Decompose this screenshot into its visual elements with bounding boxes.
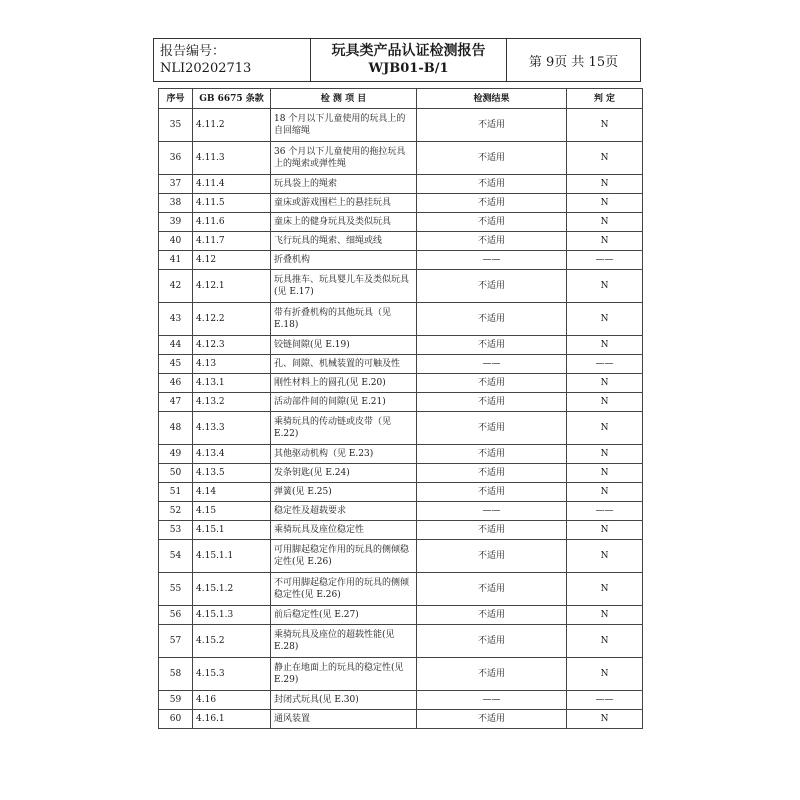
- row-item: 童床或游戏围栏上的悬挂玩具: [271, 194, 417, 213]
- row-clause: 4.13.4: [193, 445, 271, 464]
- row-number: 49: [159, 445, 193, 464]
- table-row: [159, 658, 643, 691]
- row-result: 不适用: [417, 710, 567, 729]
- row-number: 58: [159, 658, 193, 691]
- row-clause: 4.15.1: [193, 521, 271, 540]
- row-result: 不适用: [417, 142, 567, 175]
- row-clause: 4.15.2: [193, 625, 271, 658]
- row-result: 不适用: [417, 194, 567, 213]
- row-item: 其他驱动机构（见 E.23): [271, 445, 417, 464]
- row-clause: 4.13.1: [193, 374, 271, 393]
- table-row: [159, 412, 643, 445]
- row-number: 39: [159, 213, 193, 232]
- row-number: 46: [159, 374, 193, 393]
- row-clause: 4.11.7: [193, 232, 271, 251]
- row-judgement: ——: [567, 355, 643, 374]
- row-item: 折叠机构: [271, 251, 417, 270]
- row-item: 玩具袋上的绳索: [271, 175, 417, 194]
- row-number: 50: [159, 464, 193, 483]
- row-judgement: ——: [567, 691, 643, 710]
- table-row: [159, 502, 643, 521]
- row-result: 不适用: [417, 658, 567, 691]
- row-item: 封闭式玩具(见 E.30): [271, 691, 417, 710]
- row-item: 通风装置: [271, 710, 417, 729]
- row-judgement: N: [567, 445, 643, 464]
- row-judgement: ——: [567, 251, 643, 270]
- row-clause: 4.13.3: [193, 412, 271, 445]
- column-header-item: 检 测 项 目: [271, 89, 417, 109]
- row-clause: 4.15: [193, 502, 271, 521]
- table-row: [159, 606, 643, 625]
- row-result: 不适用: [417, 483, 567, 502]
- row-clause: 4.13.5: [193, 464, 271, 483]
- row-result: 不适用: [417, 606, 567, 625]
- row-judgement: N: [567, 175, 643, 194]
- row-clause: 4.12.2: [193, 303, 271, 336]
- report-number-block: [154, 39, 311, 81]
- row-item: 孔、间隙、机械装置的可触及性: [271, 355, 417, 374]
- row-judgement: N: [567, 573, 643, 606]
- report-title: 玩具类产品认证检测报告: [331, 43, 486, 59]
- row-item: 不可用脚起稳定作用的玩具的侧倾稳定性(见 E.26): [271, 573, 417, 606]
- row-number: 40: [159, 232, 193, 251]
- row-judgement: N: [567, 374, 643, 393]
- row-clause: 4.15.1.1: [193, 540, 271, 573]
- row-number: 36: [159, 142, 193, 175]
- table-row: [159, 573, 643, 606]
- row-item: 飞行玩具的绳索、细绳或线: [271, 232, 417, 251]
- row-result: 不适用: [417, 393, 567, 412]
- table-row: [159, 194, 643, 213]
- row-item: 刚性材料上的圆孔(见 E.20): [271, 374, 417, 393]
- table-row: [159, 232, 643, 251]
- row-item: 乘骑玩具的传动链或皮带（见 E.22): [271, 412, 417, 445]
- row-item: 乘骑玩具及座位的超载性能(见 E.28): [271, 625, 417, 658]
- row-number: 41: [159, 251, 193, 270]
- row-judgement: N: [567, 412, 643, 445]
- row-clause: 4.12.1: [193, 270, 271, 303]
- row-result: ——: [417, 502, 567, 521]
- row-number: 52: [159, 502, 193, 521]
- row-judgement: N: [567, 194, 643, 213]
- row-result: 不适用: [417, 521, 567, 540]
- table-row: [159, 374, 643, 393]
- row-judgement: N: [567, 393, 643, 412]
- row-clause: 4.15.3: [193, 658, 271, 691]
- row-result: 不适用: [417, 625, 567, 658]
- column-header-result: 检测结果: [417, 89, 567, 109]
- row-judgement: N: [567, 270, 643, 303]
- row-number: 42: [159, 270, 193, 303]
- row-result: 不适用: [417, 573, 567, 606]
- table-header-row: [159, 89, 643, 109]
- row-result: 不适用: [417, 232, 567, 251]
- table-row: [159, 213, 643, 232]
- row-judgement: N: [567, 540, 643, 573]
- row-item: 可用脚起稳定作用的玩具的侧倾稳定性(见 E.26): [271, 540, 417, 573]
- row-result: 不适用: [417, 336, 567, 355]
- row-judgement: N: [567, 658, 643, 691]
- row-judgement: N: [567, 625, 643, 658]
- row-number: 44: [159, 336, 193, 355]
- page-info: 第 9页 共 15页: [528, 54, 619, 70]
- row-clause: 4.13.2: [193, 393, 271, 412]
- row-item: 带有折叠机构的其他玩具（见 E.18): [271, 303, 417, 336]
- row-result: 不适用: [417, 412, 567, 445]
- row-item: 玩具推车、玩具婴儿车及类似玩具(见 E.17): [271, 270, 417, 303]
- row-result: 不适用: [417, 109, 567, 142]
- row-item: 弹簧(见 E.25): [271, 483, 417, 502]
- table-body: [159, 109, 643, 729]
- table-row: [159, 393, 643, 412]
- row-judgement: ——: [567, 502, 643, 521]
- table-row: [159, 336, 643, 355]
- row-number: 53: [159, 521, 193, 540]
- table-row: [159, 483, 643, 502]
- row-number: 45: [159, 355, 193, 374]
- row-result: 不适用: [417, 303, 567, 336]
- table-row: [159, 521, 643, 540]
- table-row: [159, 175, 643, 194]
- row-number: 57: [159, 625, 193, 658]
- row-result: 不适用: [417, 213, 567, 232]
- table-row: [159, 142, 643, 175]
- table-row: [159, 691, 643, 710]
- row-result: 不适用: [417, 374, 567, 393]
- row-clause: 4.16: [193, 691, 271, 710]
- table-row: [159, 251, 643, 270]
- row-number: 51: [159, 483, 193, 502]
- row-item: 静止在地面上的玩具的稳定性(见 E.29): [271, 658, 417, 691]
- report-header: [153, 38, 641, 82]
- table-row: [159, 355, 643, 374]
- row-judgement: N: [567, 606, 643, 625]
- row-result: 不适用: [417, 540, 567, 573]
- row-result: 不适用: [417, 270, 567, 303]
- table-row: [159, 109, 643, 142]
- row-clause: 4.15.1.3: [193, 606, 271, 625]
- row-number: 56: [159, 606, 193, 625]
- row-judgement: N: [567, 710, 643, 729]
- row-clause: 4.16.1: [193, 710, 271, 729]
- column-header-clause: GB 6675 条款: [193, 89, 271, 109]
- inspection-table: [158, 88, 643, 729]
- row-item: 发条钥匙(见 E.24): [271, 464, 417, 483]
- row-judgement: N: [567, 232, 643, 251]
- report-number-label: 报告编号：: [160, 44, 226, 59]
- row-number: 48: [159, 412, 193, 445]
- row-result: ——: [417, 251, 567, 270]
- row-clause: 4.11.2: [193, 109, 271, 142]
- row-judgement: N: [567, 142, 643, 175]
- table-row: [159, 464, 643, 483]
- row-judgement: N: [567, 464, 643, 483]
- row-item: 稳定性及超载要求: [271, 502, 417, 521]
- row-judgement: N: [567, 483, 643, 502]
- row-clause: 4.12.3: [193, 336, 271, 355]
- column-header-no: 序号: [159, 89, 193, 109]
- row-item: 前后稳定性(见 E.27): [271, 606, 417, 625]
- row-item: 活动部件间的间隙(见 E.21): [271, 393, 417, 412]
- table-row: [159, 625, 643, 658]
- row-clause: 4.11.3: [193, 142, 271, 175]
- row-judgement: N: [567, 336, 643, 355]
- table-row: [159, 710, 643, 729]
- row-item: 铰链间隙(见 E.19): [271, 336, 417, 355]
- row-result: 不适用: [417, 175, 567, 194]
- row-clause: 4.14: [193, 483, 271, 502]
- row-number: 35: [159, 109, 193, 142]
- row-number: 59: [159, 691, 193, 710]
- row-clause: 4.11.5: [193, 194, 271, 213]
- row-judgement: N: [567, 303, 643, 336]
- row-clause: 4.15.1.2: [193, 573, 271, 606]
- row-result: 不适用: [417, 445, 567, 464]
- row-judgement: N: [567, 213, 643, 232]
- report-number: NLI20202713: [160, 61, 252, 76]
- table-row: [159, 303, 643, 336]
- row-number: 38: [159, 194, 193, 213]
- row-result: ——: [417, 355, 567, 374]
- row-clause: 4.12: [193, 251, 271, 270]
- table-row: [159, 445, 643, 464]
- row-number: 37: [159, 175, 193, 194]
- row-judgement: N: [567, 521, 643, 540]
- row-judgement: N: [567, 109, 643, 142]
- row-item: 乘骑玩具及座位稳定性: [271, 521, 417, 540]
- row-item: 18 个月以下儿童使用的玩具上的自回缩绳: [271, 109, 417, 142]
- row-result: 不适用: [417, 464, 567, 483]
- row-item: 36 个月以下儿童使用的拖拉玩具上的绳索或弹性绳: [271, 142, 417, 175]
- form-code: WJB01-B/1: [368, 61, 449, 76]
- row-clause: 4.11.6: [193, 213, 271, 232]
- column-header-judge: 判 定: [567, 89, 643, 109]
- row-clause: 4.13: [193, 355, 271, 374]
- row-number: 47: [159, 393, 193, 412]
- row-number: 54: [159, 540, 193, 573]
- table-row: [159, 270, 643, 303]
- table-row: [159, 540, 643, 573]
- row-number: 55: [159, 573, 193, 606]
- row-clause: 4.11.4: [193, 175, 271, 194]
- report-title-block: [311, 39, 507, 81]
- row-number: 60: [159, 710, 193, 729]
- row-result: ——: [417, 691, 567, 710]
- row-number: 43: [159, 303, 193, 336]
- row-item: 童床上的健身玩具及类似玩具: [271, 213, 417, 232]
